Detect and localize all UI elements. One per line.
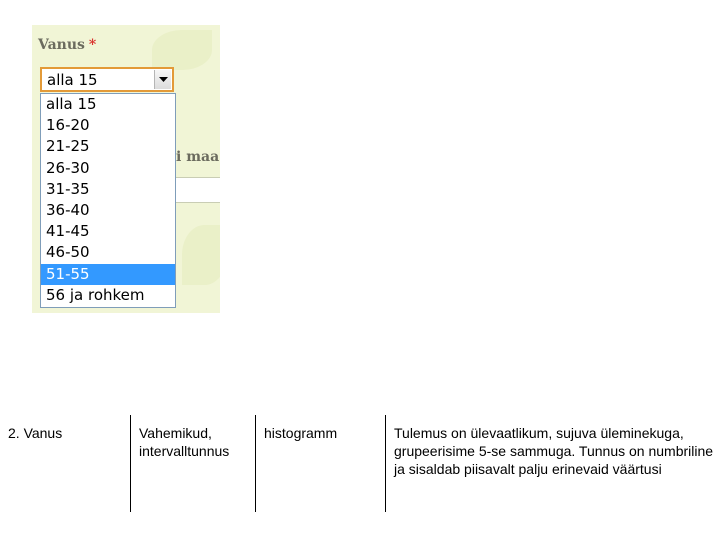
age-field-label [38,37,96,53]
dropdown-option[interactable]: 31-35 [46,179,90,198]
decorative-leaf [182,225,220,285]
dropdown-option[interactable]: 46-50 [46,243,90,262]
variable-name: 2. Vanus [8,425,63,441]
dropdown-option[interactable]: 41-45 [46,222,90,241]
age-label-text: Vanus [38,37,85,53]
cell-variable [0,415,130,512]
variable-table [0,415,720,512]
age-select[interactable] [40,67,174,92]
age-select-value: alla 15 [47,71,98,89]
cell-comment [385,415,720,512]
dropdown-option[interactable]: 26-30 [46,158,90,177]
chevron-down-icon[interactable] [154,70,171,89]
dropdown-option[interactable]: 21-25 [46,137,90,156]
cell-chart [255,415,385,512]
dropdown-option[interactable]: 56 ja rohkem [46,285,145,304]
next-field-input[interactable] [176,177,220,203]
dropdown-option-highlighted[interactable]: 51-55 [41,264,175,285]
age-dropdown-list [40,93,176,308]
cell-scale [130,415,255,512]
next-field-label: i maa [176,149,220,165]
dropdown-option[interactable]: alla 15 [46,95,97,113]
dropdown-option[interactable]: 36-40 [46,200,90,219]
dropdown-option[interactable]: 16-20 [46,116,90,135]
scale-text: Vahemikud, intervalltunnus [139,425,230,459]
comment-text: Tulemus on ülevaatlikum, sujuva üleminekuga, grupeerisime 5-se sammuga. Tunnus on numbriline ja sisaldab piisavalt palju erinevaid väärtusi [394,425,714,477]
required-mark: * [88,37,97,53]
age-form-panel [32,25,220,313]
decorative-leaf [152,30,212,70]
chart-type-text: histogramm [264,425,338,441]
